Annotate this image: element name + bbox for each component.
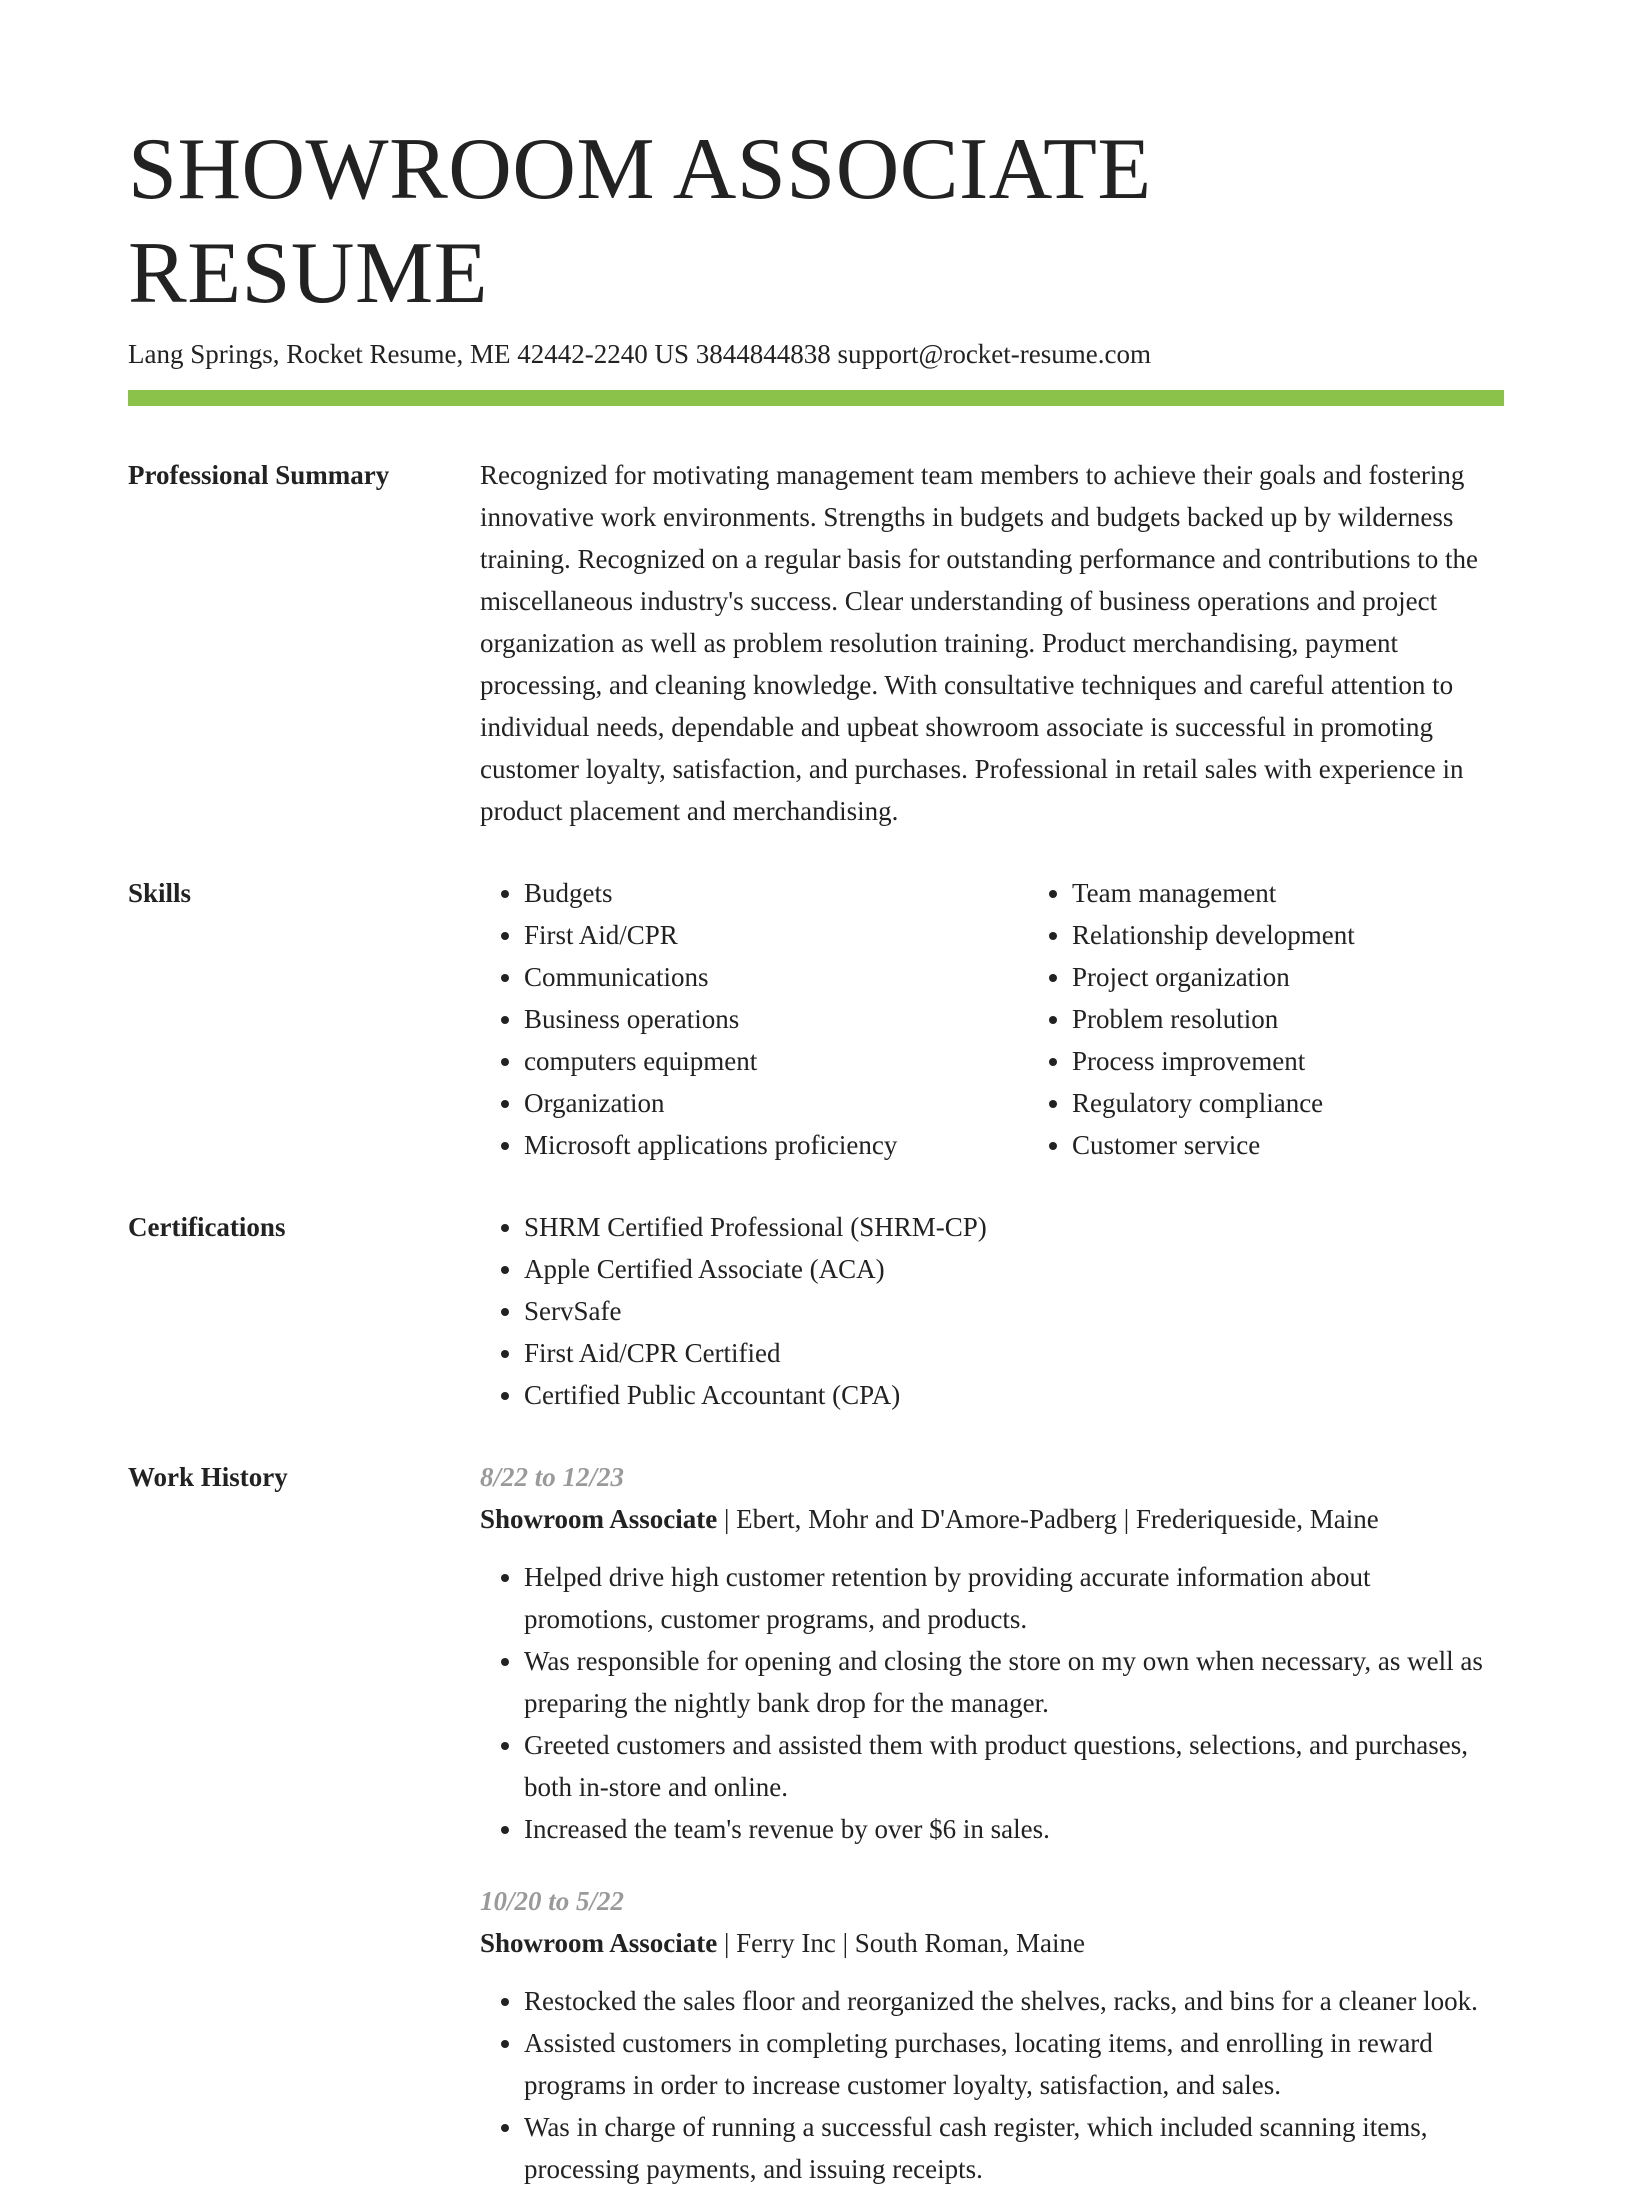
section-title-work-history: Work History bbox=[128, 1462, 288, 1492]
list-item: • Restocked the sales floor and reorganized the shelves, racks, and bins for a cleaner look. bbox=[524, 1980, 1504, 2022]
skills-list-left bbox=[480, 872, 1028, 1166]
list-item: • Greeted customers and assisted them with product questions, selections, and purchases, both in-store and online. bbox=[524, 1724, 1504, 1808]
contact-line: Lang Springs, Rocket Resume, ME 42442-2240 US 3844844838 support@rocket-resume.com bbox=[128, 339, 1151, 369]
list-item: • Budgets bbox=[524, 872, 1028, 914]
list-item: • ServSafe bbox=[524, 1290, 1504, 1332]
job-dates: 8/22 to 12/23 bbox=[480, 1462, 625, 1492]
list-item: • Team management bbox=[1072, 872, 1576, 914]
summary-section bbox=[128, 454, 1504, 832]
resume-page bbox=[128, 118, 1504, 2190]
list-item: • First Aid/CPR bbox=[524, 914, 1028, 956]
work-history-section bbox=[128, 1456, 1504, 2190]
list-item: • Relationship development bbox=[1072, 914, 1576, 956]
skills-section bbox=[128, 872, 1504, 1166]
list-item: • Certified Public Accountant (CPA) bbox=[524, 1374, 1504, 1416]
list-item: • Apple Certified Associate (ACA) bbox=[524, 1248, 1504, 1290]
job-role: Showroom Associate bbox=[480, 1504, 718, 1534]
job-bullets bbox=[480, 1980, 1504, 2190]
list-item: • SHRM Certified Professional (SHRM-CP) bbox=[524, 1206, 1504, 1248]
job-heading bbox=[480, 1498, 1504, 1540]
certifications-list bbox=[480, 1206, 1504, 1416]
list-item: • Microsoft applications proficiency bbox=[524, 1124, 1028, 1166]
list-item: • Organization bbox=[524, 1082, 1028, 1124]
list-item: • Customer service bbox=[1072, 1124, 1576, 1166]
list-item: • computers equipment bbox=[524, 1040, 1028, 1082]
job-dates: 10/20 to 5/22 bbox=[480, 1886, 625, 1916]
job-role: Showroom Associate bbox=[480, 1928, 718, 1958]
list-item: • Regulatory compliance bbox=[1072, 1082, 1576, 1124]
section-title-certifications: Certifications bbox=[128, 1212, 286, 1242]
job-employer-location: | Ferry Inc | South Roman, Maine bbox=[717, 1928, 1086, 1958]
list-item: • Project organization bbox=[1072, 956, 1576, 998]
section-title-summary: Professional Summary bbox=[128, 460, 390, 490]
skills-list-right bbox=[1028, 872, 1576, 1166]
job-employer-location: | Ebert, Mohr and D'Amore-Padberg | Frederiqueside, Maine bbox=[717, 1504, 1379, 1534]
list-item: • Process improvement bbox=[1072, 1040, 1576, 1082]
header-divider bbox=[128, 390, 1504, 406]
list-item: • Problem resolution bbox=[1072, 998, 1576, 1040]
list-item: • Helped drive high customer retention by providing accurate information about promotions, customer programs, and products. bbox=[524, 1556, 1504, 1640]
resume-title: SHOWROOM ASSOCIATE RESUME bbox=[128, 121, 1152, 322]
job-bullets bbox=[480, 1556, 1504, 1850]
summary-text: Recognized for motivating management team members to achieve their goals and fostering innovative work environments. Strengths in budgets and budgets backed up by wilderness training. Recognized on a regular basis for outstanding performance and contributions to the miscellaneous industry's success. Clear understanding of business operations and project organization as well as problem resolution training. Product merchandising, payment processing, and cleaning knowledge. With consultative techniques and careful attention to individual needs, dependable and upbeat showroom associate is successful in promoting customer loyalty, satisfaction, and purchases. Professional in retail sales with experience in product placement and merchandising. bbox=[480, 460, 1478, 826]
list-item: • Was in charge of running a successful cash register, which included scanning items, processing payments, and issuing receipts. bbox=[524, 2106, 1504, 2190]
job-heading bbox=[480, 1922, 1504, 1964]
list-item: • Increased the team's revenue by over $6 in sales. bbox=[524, 1808, 1504, 1850]
section-title-skills: Skills bbox=[128, 878, 192, 908]
certifications-section bbox=[128, 1206, 1504, 1416]
list-item: • Assisted customers in completing purchases, locating items, and enrolling in reward programs in order to increase customer loyalty, satisfaction, and sales. bbox=[524, 2022, 1504, 2106]
list-item: • First Aid/CPR Certified bbox=[524, 1332, 1504, 1374]
list-item: • Was responsible for opening and closing the store on my own when necessary, as well as preparing the nightly bank drop for the manager. bbox=[524, 1640, 1504, 1724]
list-item: • Communications bbox=[524, 956, 1028, 998]
job-entry bbox=[480, 1880, 1504, 2190]
list-item: • Business operations bbox=[524, 998, 1028, 1040]
job-entry bbox=[480, 1456, 1504, 1850]
